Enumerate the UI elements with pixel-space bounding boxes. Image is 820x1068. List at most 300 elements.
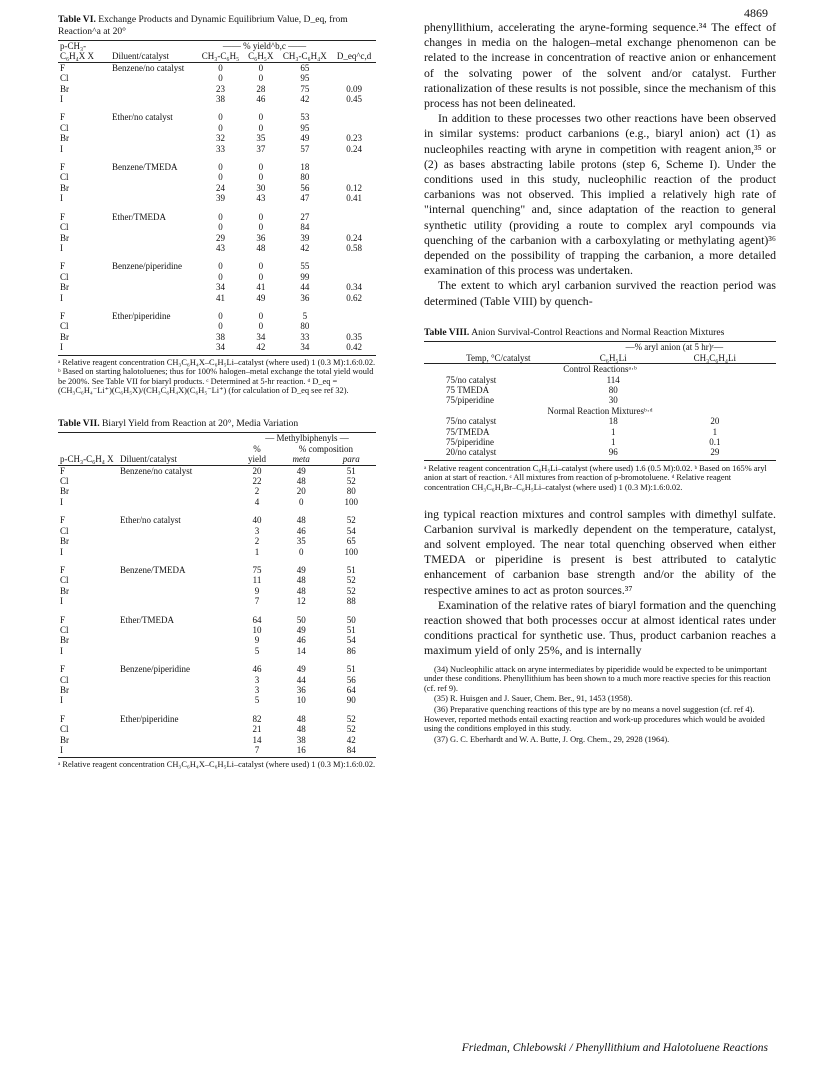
left-column [58,14,376,770]
halotoluene-yield-cell: 44 [300,282,310,293]
toluene-yield-cell: 24 [216,182,226,193]
table-row [58,497,376,507]
temp-catalyst-cell: 75/no catalyst [446,374,497,385]
table-row [58,476,376,486]
halobenzene-yield-cell: 42 [256,342,266,353]
para-cell: 86 [346,645,356,656]
halotoluene-yield-cell: 18 [300,162,310,173]
deq-cell [332,261,376,271]
halotoluene-yield-cell: 99 [300,271,310,282]
table8-body [424,364,776,458]
catalyst-cell: Ether/no catalyst [120,515,181,526]
table-row [58,724,376,734]
reference-item: (37) G. C. Eberhardt and W. A. Butte, J. Org. Chem., 29, 2928 (1964). [434,734,670,744]
table6-caption-label: Table VI. [58,14,96,25]
yield-cell: 9 [254,585,260,596]
tolli-cell [654,375,776,385]
meta-cell: 12 [296,596,306,607]
toluene-yield-cell: 0 [218,261,223,272]
toluene-yield-cell: 0 [218,62,223,73]
tolli-cell [654,395,776,405]
halogen-cell: Cl [60,724,69,735]
table-row [58,547,376,557]
halogen-cell: I [60,546,63,557]
right-column [424,20,776,745]
toluene-yield-cell: 29 [216,232,226,243]
deq-cell [332,62,376,73]
para-cell: 51 [346,465,356,476]
halogen-cell: Br [60,331,69,342]
yield-cell: 20 [252,465,262,476]
meta-cell: 16 [296,745,306,755]
toluene-yield-cell: 34 [216,342,226,353]
t8-col-temp: Temp, °C/catalyst [466,352,531,363]
table7 [58,432,376,755]
halotoluene-yield-cell: 42 [300,242,310,253]
empty-cell [110,332,197,342]
catalyst-cell: Ether/no catalyst [112,112,173,123]
halogen-cell: F [60,310,66,321]
empty-cell [110,183,197,193]
meta-cell: 14 [296,645,306,656]
table-row [58,695,376,705]
running-footer: Friedman, Chlebowski / Phenyllithium and Halotoluene Reactions [461,1042,768,1054]
empty-cell [118,596,238,606]
table-row [58,233,376,243]
meta-cell: 49 [296,564,306,575]
toluene-yield-cell: 33 [216,143,226,154]
halogen-cell: F [60,112,66,123]
deq-cell [332,222,376,232]
halobenzene-yield-cell: 46 [256,94,266,105]
empty-cell [110,342,197,352]
halobenzene-yield-cell: 30 [256,182,266,193]
table-row [58,293,376,303]
halobenzene-yield-cell: 0 [258,271,264,282]
halogen-cell: Cl [60,525,69,536]
section-row [424,364,776,375]
halotoluene-yield-cell: 75 [300,83,310,94]
halogen-cell: I [60,496,63,507]
deq-cell: 0.23 [346,133,362,144]
halobenzene-yield-cell: 35 [256,133,266,144]
para-cell: 52 [346,724,356,735]
meta-cell: 48 [296,575,306,586]
table7-caption [58,418,376,430]
toluene-yield-cell: 0 [218,271,223,282]
table6-caption [58,14,376,37]
yield-cell: 4 [254,496,260,507]
halogen-cell: F [60,261,66,272]
t7-col-x: p-CH₃-C₆H₄ X [60,454,114,465]
empty-cell [118,575,238,585]
halogen-cell: F [60,713,66,724]
table-row [58,596,376,606]
halobenzene-yield-cell: 0 [258,172,264,183]
para-cell: 54 [346,635,356,646]
table6-caption-text: Exchange Products and Dynamic Equilibrium Value, D_eq, from Reaction^a at 20° [58,14,348,37]
halogen-cell: Cl [60,624,69,635]
empty-cell [118,675,238,685]
t6-span-yield: —— % yield^b,c —— [222,41,307,51]
table-row [58,193,376,203]
group-gap [58,104,376,112]
t6-col-toluene: CH₃-C₆H₅ [201,51,240,62]
table6-body [58,62,376,352]
empty-cell [118,724,238,734]
catalyst-cell: Ether/TMEDA [112,211,166,222]
halogen-cell: I [60,596,63,607]
yield-cell: 46 [252,664,262,675]
temp-catalyst-cell: 75/piperidine [446,437,494,448]
toluene-yield-cell: 43 [216,242,226,253]
meta-cell: 49 [296,624,306,635]
table-row [58,212,376,222]
yield-cell: 5 [254,695,260,706]
para-cell: 52 [346,585,356,596]
yield-cell: 1 [254,546,260,557]
t6-col-x: p-CH₃-C₆H₄X X [60,41,95,62]
halogen-cell: Br [60,734,69,745]
halogen-cell: Cl [60,321,69,332]
para-cell: 56 [346,674,356,685]
meta-cell: 0 [298,546,304,557]
table-row [58,635,376,645]
yield-cell: 2 [254,536,260,547]
halogen-cell: F [60,515,66,526]
halogen-cell: F [60,62,66,73]
table-row [58,172,376,182]
t7-col-pct: % [253,443,261,454]
halotoluene-yield-cell: 47 [300,193,310,204]
table-row [424,427,776,437]
toluene-yield-cell: 34 [216,282,226,293]
table-row [58,526,376,536]
table6-footnote: ᵃ Relative reagent concentration CH₃C₆H₄X–C₆H₅Li–catalyst (where used) 1 (0.3 M):1.6:0.02. ᵇ Based on starting halotoluenes; thus for 100% halogen–metal exchange the total yield would be 200%. See Table VII for biaryl products. ᶜ Determined at 5-hr reaction. ᵈ D_eq = (CH₃C₆H₄⁻Li⁺)(C₆H₅X)/(CH₃C₆H₄X)(C₆H₅⁻Li⁺) (for calculation of D_eq see ref 32). [58,355,376,396]
table-row [58,183,376,193]
table-row [58,311,376,321]
paragraph-5: Examination of the relative rates of biaryl formation and the quenching reaction showed that both processes occur at almost identical rates under conditions practical for synthetic use. Thus, product carbanion reaches a maximum yield of only 25%, and is internally [424,597,776,658]
empty-cell [110,222,197,232]
halobenzene-yield-cell: 0 [258,112,264,123]
section-label: Control Reactionsᵃ·ᵇ [563,364,637,375]
phli-cell: 18 [608,416,618,427]
halobenzene-yield-cell: 43 [256,193,266,204]
para-cell: 88 [346,596,356,607]
t8-col-phli: C₆H₅Li [599,352,627,363]
catalyst-cell: Ether/piperidine [120,713,179,724]
halogen-cell: Br [60,282,69,293]
phli-cell: 96 [608,447,618,458]
table-row [424,375,776,385]
meta-cell: 46 [296,525,306,536]
catalyst-cell: Benzene/no catalyst [112,62,185,73]
table-row [58,321,376,331]
halogen-cell: Br [60,182,69,193]
empty-cell [118,646,238,656]
tolli-cell: 1 [712,426,718,437]
empty-cell [110,84,197,94]
catalyst-cell: Ether/TMEDA [120,614,174,625]
empty-cell [110,243,197,253]
halobenzene-yield-cell: 0 [258,122,264,133]
yield-cell: 3 [254,674,260,685]
paragraph-2: In addition to these processes two other reactions have been observed in similar systems: product carbanions (e.g., biaryl anion) act (1) as nucleophiles reacting with aryne in competition with reagent anion,³⁵ or (2) as bases abstracting labile protons (step 6, Scheme I). Under the conditions used in this study, nucleophilic reaction of the product carbanions was not observed. This implied a relatively high rate of "internal quenching" and, since adaptation of the reaction to general synthetic utility (providing a route to complex aryl compounds via quenching of the carbanion with a carboxylating or methylating agent)³⁶ depended on the possibility of trapping the carbanion, a more detailed examination of this process was undertaken. [424,111,776,278]
empty-cell [118,476,238,486]
empty-cell [110,282,197,292]
halotoluene-yield-cell: 5 [302,310,308,321]
halogen-cell: I [60,342,63,353]
halobenzene-yield-cell: 0 [258,261,264,272]
deq-cell: 0.58 [346,242,362,253]
meta-cell: 48 [296,585,306,596]
halotoluene-yield-cell: 49 [300,133,310,144]
halobenzene-yield-cell: 37 [256,143,266,154]
table-row [424,437,776,447]
table-row [58,222,376,232]
table-row [58,123,376,133]
table7-footnote: ᵃ Relative reagent concentration CH₃C₆H₄X–C₆H₅Li–catalyst (where used) 1 (0.3 M):1.6:0.02. [58,757,376,770]
table6 [58,40,376,353]
halotoluene-yield-cell: 56 [300,182,310,193]
toluene-yield-cell: 32 [216,133,226,144]
section-label: Normal Reaction Mixturesᵇ·ᵈ [547,405,653,416]
deq-cell: 0.35 [346,331,362,342]
group-gap [58,656,376,664]
meta-cell: 20 [296,486,306,497]
para-cell: 50 [346,614,356,625]
t6-col-deq: D_eq^c,d [336,51,372,62]
table-row [58,144,376,154]
halogen-cell: F [60,465,66,476]
para-cell: 42 [346,734,356,745]
deq-cell [332,162,376,172]
meta-cell: 35 [296,536,306,547]
empty-cell [110,73,197,83]
table-row [58,261,376,271]
phli-cell: 114 [606,374,620,385]
empty-cell [118,497,238,507]
meta-cell: 46 [296,635,306,646]
table-row [58,536,376,546]
group-gap [58,507,376,515]
section-row [424,406,776,416]
empty-cell [118,547,238,557]
table-row [424,416,776,426]
halotoluene-yield-cell: 95 [300,122,310,133]
empty-cell [110,172,197,182]
meta-cell: 10 [296,695,306,706]
yield-cell: 22 [252,476,262,487]
table-row [424,385,776,395]
deq-cell [332,212,376,222]
tolli-cell: 29 [710,447,720,458]
halogen-cell: I [60,645,63,656]
catalyst-cell: Benzene/piperidine [120,664,190,675]
toluene-yield-cell: 38 [216,331,226,342]
tolli-cell [654,385,776,395]
references [424,665,776,745]
deq-cell: 0.24 [346,143,362,154]
halobenzene-yield-cell: 0 [258,211,264,222]
yield-cell: 11 [252,575,262,586]
phli-cell: 1 [610,426,616,437]
empty-cell [110,193,197,203]
empty-cell [110,293,197,303]
meta-cell: 49 [296,664,306,675]
toluene-yield-cell: 23 [216,83,226,94]
halogen-cell: Br [60,133,69,144]
yield-cell: 40 [252,515,262,526]
para-cell: 64 [346,684,356,695]
table-row [58,515,376,525]
deq-cell [332,321,376,331]
yield-cell: 5 [254,645,260,656]
halobenzene-yield-cell: 0 [258,222,264,233]
meta-cell: 36 [296,684,306,695]
t7-col-meta: meta [292,454,310,465]
yield-cell: 75 [252,564,262,575]
table-row [58,62,376,73]
halogen-cell: F [60,211,66,222]
t7-span-biphenyls: — Methylbiphenyls — [265,433,349,444]
table-row [424,447,776,457]
deq-cell: 0.09 [346,83,362,94]
reference-item: (36) Preparative quenching reactions of this type are by no means a novel suggestion (cf. ref 4). However, reported methods entail exacting reaction and work-up procedures which would be avoided using the conditions employed in this study. [424,705,765,734]
empty-cell [118,486,238,496]
empty-cell [118,635,238,645]
halobenzene-yield-cell: 0 [258,62,264,73]
table7-caption-label: Table VII. [58,417,100,429]
halotoluene-yield-cell: 42 [300,94,310,105]
halotoluene-yield-cell: 33 [300,331,310,342]
deq-cell: 0.41 [346,193,362,204]
empty-cell [118,526,238,536]
halobenzene-yield-cell: 28 [256,83,266,94]
empty-cell [118,536,238,546]
halogen-cell: I [60,745,63,755]
meta-cell: 0 [298,496,304,507]
halobenzene-yield-cell: 0 [258,162,264,173]
toluene-yield-cell: 39 [216,193,226,204]
table-row [58,625,376,635]
paragraph-3: The extent to which aryl carbanion survived the reaction period was determined (Table VIII) by quench- [424,278,776,308]
table-row [58,112,376,122]
halobenzene-yield-cell: 48 [256,242,266,253]
empty-cell [110,233,197,243]
phli-cell: 80 [608,384,618,395]
yield-cell: 7 [254,745,260,755]
t7-col-catalyst: Diluent/catalyst [120,454,177,465]
yield-cell: 82 [252,713,262,724]
halogen-cell: I [60,242,63,253]
toluene-yield-cell: 0 [218,321,223,332]
halogen-cell: F [60,162,66,173]
deq-cell: 0.42 [346,342,362,353]
t7-col-para: para [342,454,360,465]
table-row [58,133,376,143]
halobenzene-yield-cell: 34 [256,331,266,342]
group-gap [58,154,376,162]
table8-caption-label: Table VIII. [424,326,470,338]
halogen-cell: I [60,193,63,204]
halogen-cell: Br [60,486,69,497]
yield-cell: 14 [252,734,262,745]
body-text-bottom [424,507,776,659]
deq-cell: 0.12 [346,182,362,193]
deq-cell [332,123,376,133]
halotoluene-yield-cell: 65 [300,62,310,73]
temp-catalyst-cell: 20/no catalyst [446,447,497,458]
table-row [58,675,376,685]
empty-cell [110,321,197,331]
halogen-cell: Cl [60,271,69,282]
halobenzene-yield-cell: 36 [256,232,266,243]
para-cell: 52 [346,476,356,487]
table7-body [58,465,376,755]
catalyst-cell: Benzene/piperidine [112,261,182,272]
empty-cell [110,123,197,133]
empty-cell [110,144,197,154]
empty-cell [118,625,238,635]
t6-col-catalyst: Diluent/catalyst [112,51,169,62]
meta-cell: 48 [296,713,306,724]
table-row [58,685,376,695]
empty-cell [118,695,238,705]
table-row [58,465,376,476]
paragraph-4: ing typical reaction mixtures and control samples with dimethyl sulfate. Carbanion survival is markedly dependent on the temperature, catalyst, and solvent employed. The near total quenching observed when either TMEDA or piperidine is present is best attributed to catalytic enhancement of carbanion base strength and/or the ability of the respective amines to act as proton sources.³⁷ [424,506,776,597]
group-gap [58,557,376,565]
deq-cell [332,73,376,83]
table-row [58,282,376,292]
toluene-yield-cell: 0 [218,310,223,321]
temp-catalyst-cell: 75 TMEDA [446,384,490,395]
reference-item: (34) Nucleophilic attack on aryne intermediates by piperidide would be expected to be unimportant under these conditions. Phenyllithium has been shown to a much more reactive species for this reaction (cf. ref 9). [424,664,771,693]
meta-cell: 48 [296,476,306,487]
deq-cell [332,112,376,122]
page-number: 4869 [744,6,768,20]
group-gap [58,253,376,261]
paragraph-1: phenyllithium, accelerating the aryne-forming sequence.³⁴ The effect of changes in media on the halogen–metal exchange phenomenon can be related to the increase in concentration of reactive anion or enhancement of the solvating power of the solvent and/or catalyst. Further rationalization of these results is not possible, since the mechanism of this process has not been delineated. [424,20,776,111]
tolli-cell: 0.1 [709,437,721,448]
catalyst-cell: Benzene/TMEDA [112,162,178,173]
halotoluene-yield-cell: 36 [300,292,310,303]
halogen-cell: Cl [60,575,69,586]
halogen-cell: I [60,695,63,706]
halotoluene-yield-cell: 57 [300,143,310,154]
halobenzene-yield-cell: 41 [256,282,266,293]
halogen-cell: I [60,94,63,105]
phli-cell: 1 [610,437,616,448]
temp-catalyst-cell: 75/piperidine [446,395,494,406]
body-text-top [424,20,776,309]
table-row [58,73,376,83]
table-row [58,342,376,352]
yield-cell: 64 [252,614,262,625]
halotoluene-yield-cell: 80 [300,321,310,332]
para-cell: 52 [346,713,356,724]
table8-footnote: ᵃ Relative reagent concentration C₆H₅Li–catalyst (where used) 1.6 (0.5 M):0.02. ᵇ Based on 165% aryl anion at start of reaction. ᶜ All mixtures from reaction of p-bromotoluene. ᵈ Relative reagent concentration CH₃C₆H₄Br–C₆H₅Li–catalyst (where used) 1 (0.3 M):1.6:0.02. [424,460,776,493]
t7-col-yield: yield [248,454,266,465]
halotoluene-yield-cell: 80 [300,172,310,183]
table8-caption [424,327,776,339]
table-row [58,94,376,104]
deq-cell: 0.24 [346,232,362,243]
halogen-cell: Cl [60,222,69,233]
para-cell: 84 [346,745,356,755]
halobenzene-yield-cell: 0 [258,321,264,332]
table8-caption-text: Anion Survival-Control Reactions and Normal Reaction Mixtures [471,326,725,338]
